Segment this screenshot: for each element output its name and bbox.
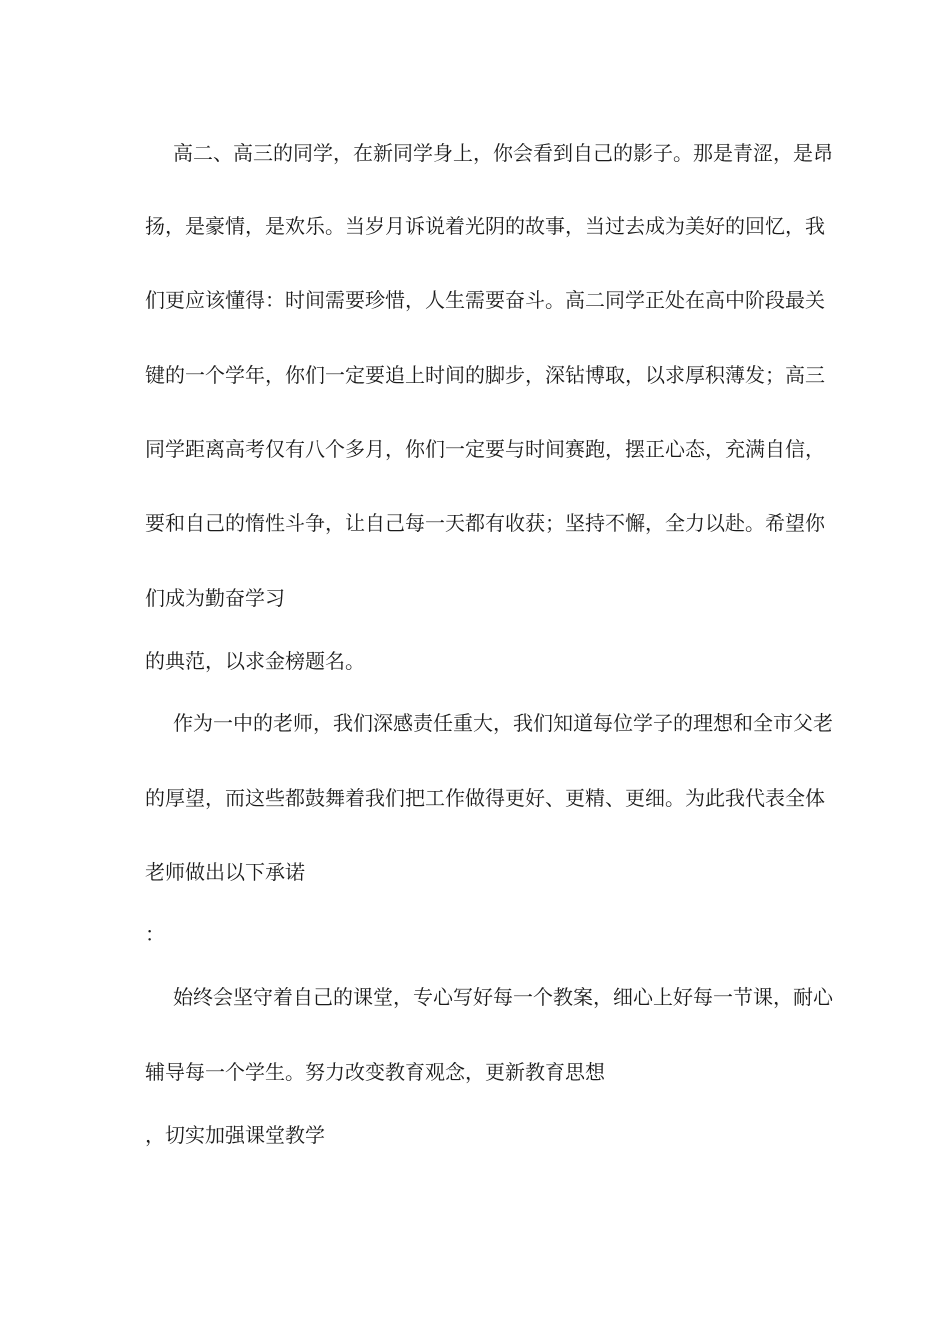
paragraph-line: 们更应该懂得：时间需要珍惜，人生需要奋斗。高二同学正处在高中阶段最关 xyxy=(145,288,825,312)
paragraph-line: 始终会坚守着自己的课堂，专心写好每一个教案，细心上好每一节课，耐心 xyxy=(173,985,833,1009)
paragraph-line: 辅导每一个学生。努力改变教育观念，更新教育思想 xyxy=(145,1060,605,1084)
paragraph-line: ，切实加强课堂教学 xyxy=(145,1123,325,1147)
paragraph-line: 要和自己的惰性斗争，让自己每一天都有收获；坚持不懈，全力以赴。希望你 xyxy=(145,511,825,535)
paragraph-line: 作为一中的老师，我们深感责任重大，我们知道每位学子的理想和全市父老 xyxy=(173,711,833,735)
paragraph-line: 同学距离高考仅有八个多月，你们一定要与时间赛跑，摆正心态，充满自信， xyxy=(145,437,825,461)
paragraph-line: ： xyxy=(145,922,165,946)
paragraph-line: 高二、高三的同学，在新同学身上，你会看到自己的影子。那是青涩，是昂 xyxy=(173,141,833,165)
paragraph-line: 们成为勤奋学习 xyxy=(145,586,285,610)
paragraph-line: 老师做出以下承诺 xyxy=(145,860,305,884)
paragraph-line: 键的一个学年，你们一定要追上时间的脚步，深钻博取，以求厚积薄发；高三 xyxy=(145,363,825,387)
paragraph-line: 的厚望，而这些都鼓舞着我们把工作做得更好、更精、更细。为此我代表全体 xyxy=(145,786,825,810)
paragraph-line: 的典范，以求金榜题名。 xyxy=(145,649,365,673)
paragraph-line: 扬，是豪情，是欢乐。当岁月诉说着光阴的故事，当过去成为美好的回忆，我 xyxy=(145,214,825,238)
